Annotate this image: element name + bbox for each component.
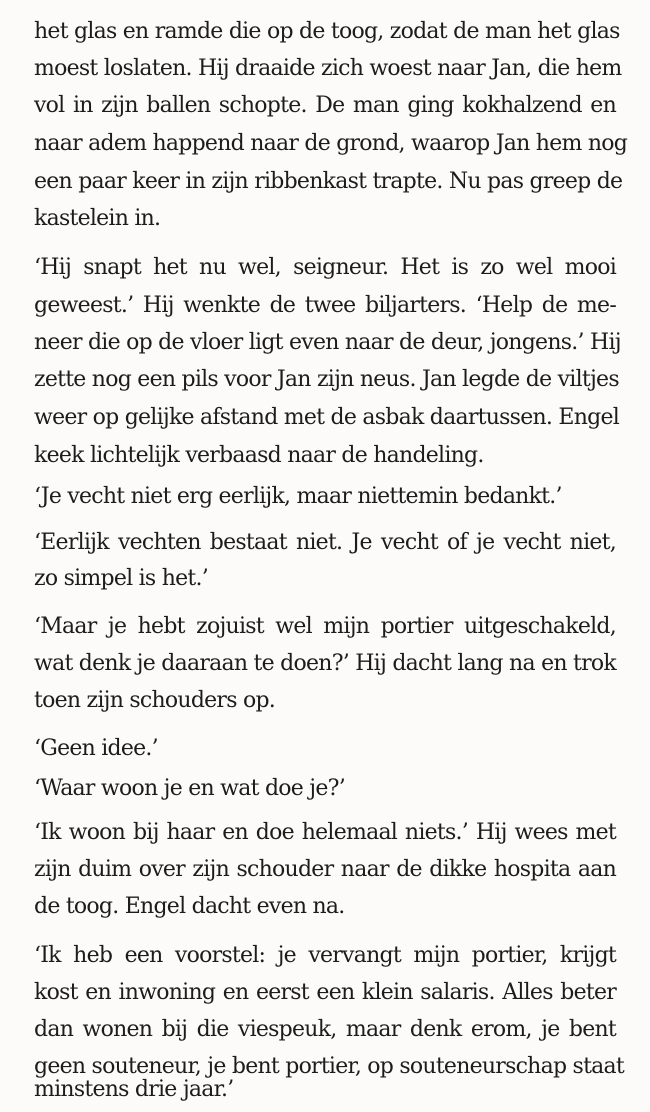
text-line: dan wonen bij die viespeuk, maar denk erom, je bent bbox=[34, 1017, 616, 1042]
text-line: weer op gelijke afstand met de asbak daartussen. Engel bbox=[34, 405, 619, 430]
text-line: toen zijn schouders op. bbox=[34, 688, 276, 713]
text-line: kost en inwoning en eerst een klein salaris. Alles beter bbox=[34, 980, 616, 1005]
text-line: ‘Ik woon bij haar en doe helemaal niets.’ Hij wees met bbox=[34, 820, 616, 845]
text-line: geweest.’ Hij wenkte de twee biljarters. ‘Help de me- bbox=[34, 293, 616, 318]
text-line: ‘Waar woon je en wat doe je?’ bbox=[34, 776, 345, 801]
text-line: moest loslaten. Hij draaide zich woest naar Jan, die hem bbox=[34, 56, 622, 81]
text-line: ‘Hij snapt het nu wel, seigneur. Het is zo wel mooi bbox=[34, 255, 616, 280]
text-line: geen souteneur, je bent portier, op souteneurschap staat bbox=[34, 1054, 624, 1079]
text-line: zette nog een pils voor Jan zijn neus. Jan legde de viltjes bbox=[34, 367, 619, 392]
text-line: kastelein in. bbox=[34, 206, 161, 231]
text-line: het glas en ramde die op de toog, zodat de man het glas bbox=[34, 19, 620, 44]
text-line: ‘Ik heb een voorstel: je vervangt mijn portier, krijgt bbox=[34, 943, 616, 968]
text-line: vol in zijn ballen schopte. De man ging kokhalzend en bbox=[34, 93, 616, 118]
text-line: zijn duim over zijn schouder naar de dikke hospita aan bbox=[34, 857, 616, 882]
text-line: ‘Eerlijk vechten bestaat niet. Je vecht of je vecht niet, bbox=[34, 530, 616, 555]
text-line: de toog. Engel dacht even na. bbox=[34, 894, 345, 919]
text-line: zo simpel is het.’ bbox=[34, 566, 208, 591]
text-line: neer die op de vloer ligt even naar de deur, jongens.’ Hij bbox=[34, 330, 621, 355]
text-line: minstens drie jaar.’ bbox=[34, 1077, 234, 1102]
text-line: naar adem happend naar de grond, waarop Jan hem nog bbox=[34, 131, 628, 156]
text-line: ‘Maar je hebt zojuist wel mijn portier uitgeschakeld, bbox=[34, 614, 616, 639]
text-line: keek lichtelijk verbaasd naar de handeling. bbox=[34, 443, 484, 468]
text-line: wat denk je daaraan te doen?’ Hij dacht lang na en trok bbox=[34, 651, 616, 676]
text-line: ‘Je vecht niet erg eerlijk, maar niettemin bedankt.’ bbox=[34, 484, 562, 509]
text-line: een paar keer in zijn ribbenkast trapte. Nu pas greep de bbox=[34, 169, 623, 194]
text-line: ‘Geen idee.’ bbox=[34, 736, 158, 761]
